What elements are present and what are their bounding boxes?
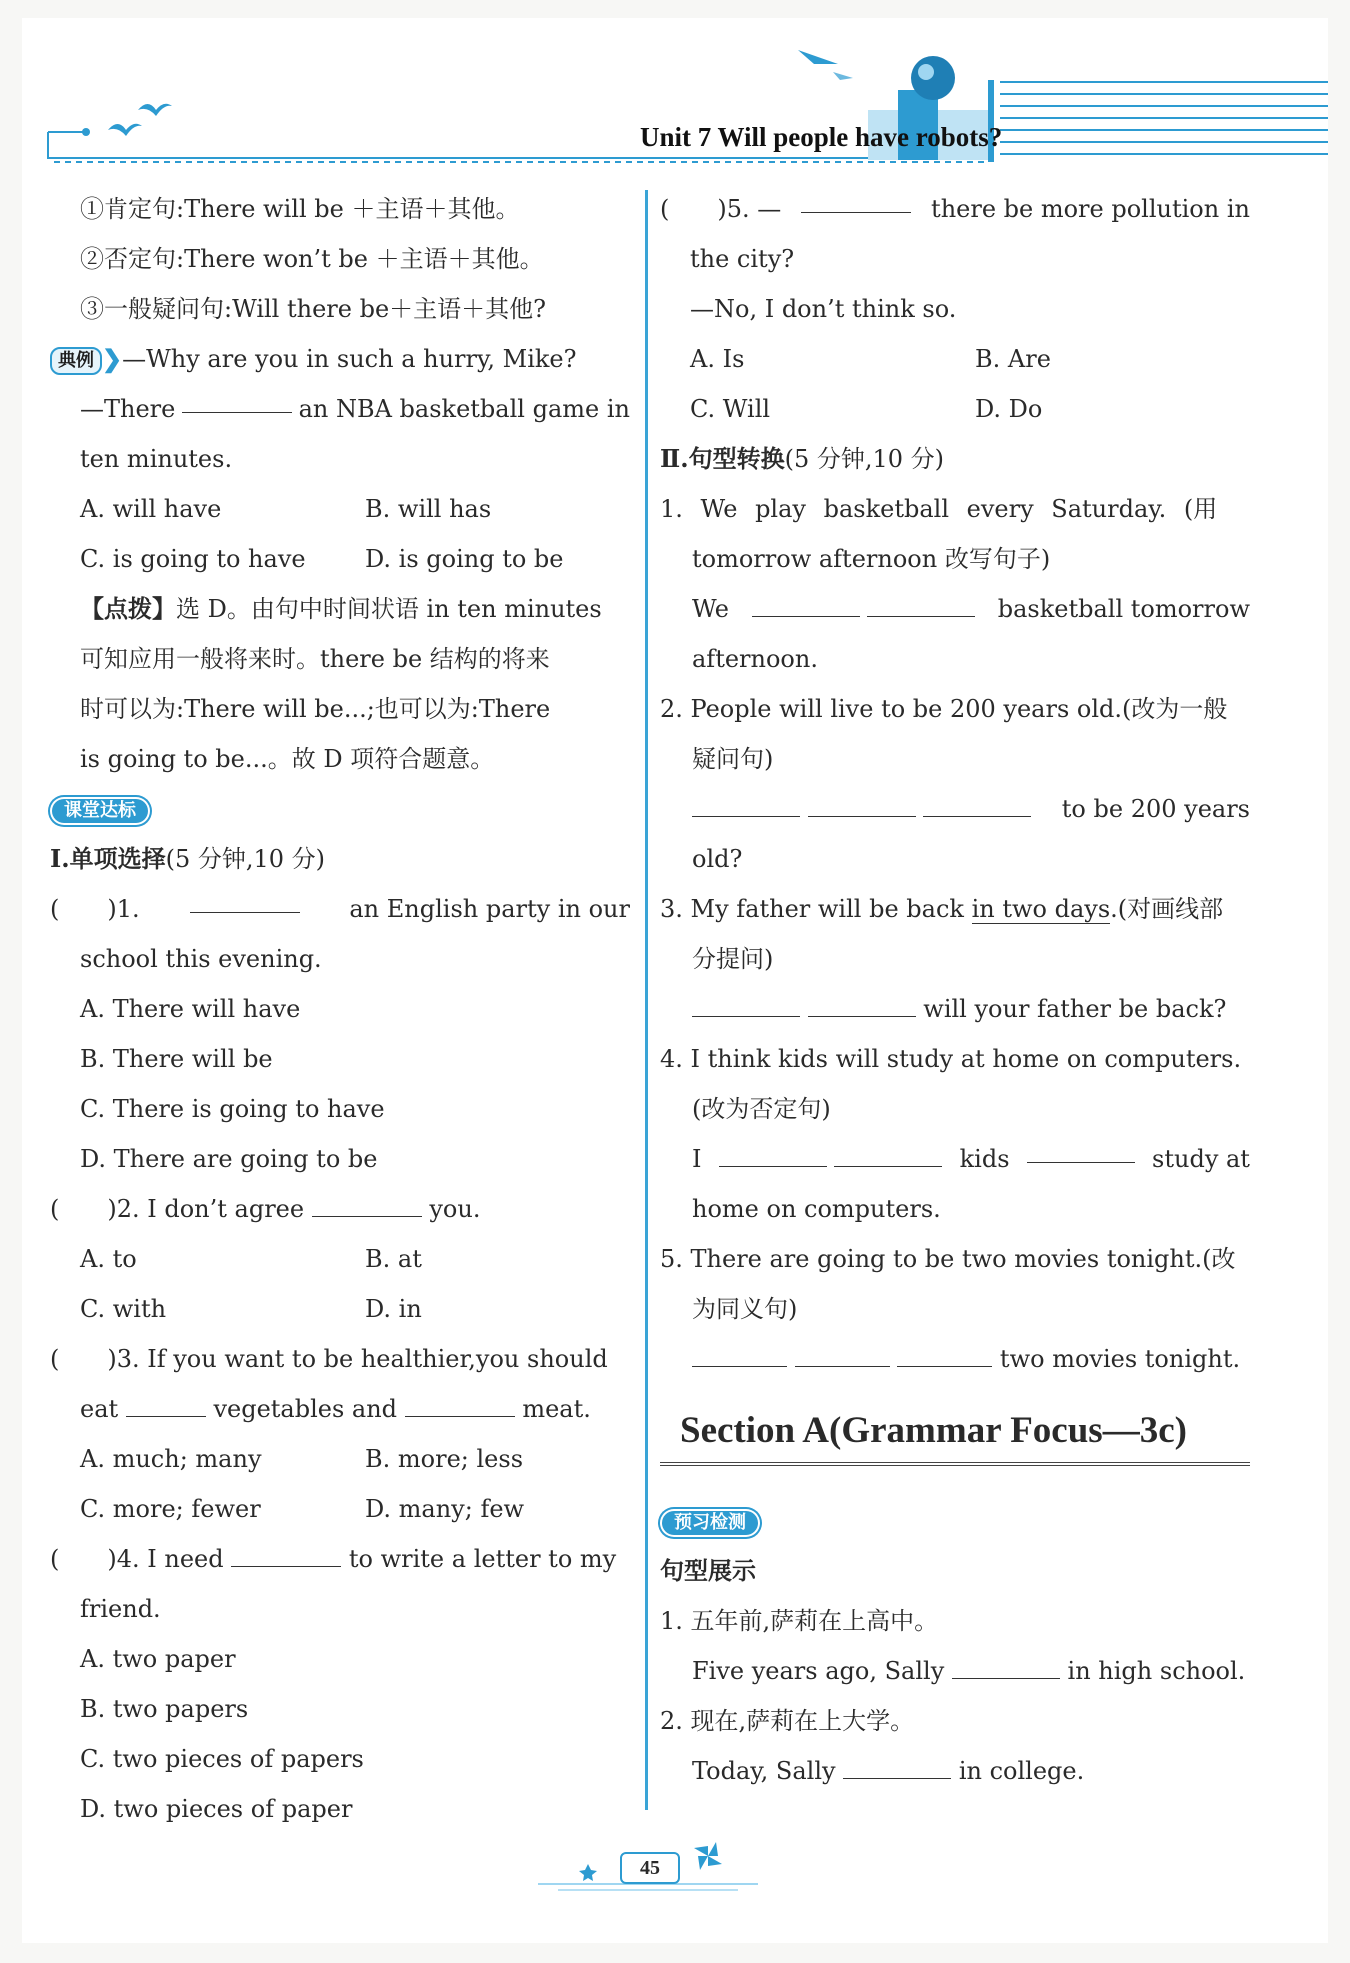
answer-blank[interactable] <box>692 788 800 817</box>
paper-plane-icon <box>798 50 853 80</box>
transform-2: 2. People will live to be 200 years old.(改为一般 <box>660 695 1228 723</box>
transform-4: 4. I think kids will study at home on computers. <box>660 1045 1242 1073</box>
pattern-1: 1. 五年前,萨莉在上高中。 <box>660 1607 939 1635</box>
question-1-option-b: B. There will be <box>80 1045 273 1073</box>
transform-5: 5. There are going to be two movies tonight.(改 <box>660 1245 1236 1273</box>
example-answer: —There an NBA basketball game in <box>50 384 630 434</box>
answer-blank[interactable] <box>808 788 916 817</box>
question-2-options-cd: C. with D. in <box>80 1295 422 1323</box>
tip-line-3: 时可以为:There will be...;也可以为:There <box>80 695 551 723</box>
star-icon <box>579 1864 597 1881</box>
answer-blank[interactable] <box>312 1188 422 1217</box>
question-4-end: friend. <box>80 1595 161 1623</box>
answer-blank[interactable] <box>843 1750 951 1779</box>
transform-3-answer: will your father be back? <box>660 984 1250 1034</box>
question-3-options-cd: C. more; fewer D. many; few <box>80 1495 525 1523</box>
section-2-heading: Ⅱ.句型转换(5 分钟,10 分) <box>660 444 945 473</box>
answer-blank[interactable] <box>126 1388 206 1417</box>
transform-4-end: home on computers. <box>692 1195 941 1223</box>
answer-blank[interactable] <box>182 384 292 413</box>
question-4-option-a: A. two paper <box>80 1645 236 1673</box>
unit-title: Unit 7 Will people have robots? <box>640 122 1003 152</box>
answer-blank[interactable] <box>231 1538 341 1567</box>
answer-blank[interactable] <box>834 1138 942 1167</box>
chevron-right-icon: ❯ <box>102 344 123 373</box>
transform-2-note: 疑问句) <box>692 745 774 773</box>
answer-blank[interactable] <box>692 1338 787 1367</box>
preview-badge-row <box>660 1496 1250 1546</box>
answer-blank[interactable] <box>808 988 916 1017</box>
answer-blank[interactable] <box>692 988 800 1017</box>
answer-blank[interactable] <box>1027 1134 1135 1163</box>
pattern-2-answer: Today, Sally in college. <box>660 1746 1250 1796</box>
question-4-option-d: D. two pieces of paper <box>80 1795 353 1823</box>
question-5-options-ab: A. Is B. Are <box>690 345 1051 373</box>
example-answer-end: ten minutes. <box>80 445 233 473</box>
transform-4-note: (改为否定句) <box>692 1095 831 1123</box>
tip-line-2: 可知应用一般将来时。there be 结构的将来 <box>80 645 550 673</box>
question-4-option-c: C. two pieces of papers <box>80 1745 364 1773</box>
transform-1-answer: We basketball tomorrow <box>660 584 1250 634</box>
transform-3-note: 分提问) <box>692 945 774 973</box>
answer-blank[interactable] <box>795 1338 890 1367</box>
transform-4-answer: I kids study at <box>660 1134 1250 1184</box>
question-1-option-a: A. There will have <box>80 995 301 1023</box>
tip-line-4: is going to be...。故 D 项符合题意。 <box>80 745 495 773</box>
question-5-options-cd: C. Will D. Do <box>690 395 1043 423</box>
rule-positive: ①肯定句:There will be ＋主语＋其他。 <box>80 195 520 223</box>
question-2: ( )2. I don’t agree you. <box>50 1184 630 1234</box>
right-column <box>660 184 1250 1796</box>
pattern-1-answer: Five years ago, Sally in high school. <box>660 1646 1250 1696</box>
tip-label: 【点拨】 <box>80 594 176 623</box>
question-3: ( )3. If you want to be healthier,you should <box>50 1345 608 1373</box>
question-1-end: school this evening. <box>80 945 322 973</box>
answer-blank[interactable] <box>923 788 1031 817</box>
question-5: ( )5. — there be more pollution in <box>660 184 1250 234</box>
answer-blank[interactable] <box>405 1388 515 1417</box>
transform-5-answer: two movies tonight. <box>660 1334 1250 1384</box>
rule-negative: ②否定句:There won’t be ＋主语＋其他。 <box>80 245 544 273</box>
answer-blank[interactable] <box>952 1650 1060 1679</box>
answer-blank[interactable] <box>867 588 975 617</box>
pattern-2: 2. 现在,萨莉在上大学。 <box>660 1707 915 1735</box>
example-badge: 典例 <box>50 347 102 375</box>
class-badge: 课堂达标 <box>50 797 150 825</box>
transform-2-end: old? <box>692 845 743 873</box>
example-options-ab: A. will have B. will has <box>80 495 492 523</box>
question-2-options-ab: A. to B. at <box>80 1245 422 1273</box>
transform-5-note: 为同义句) <box>692 1295 798 1323</box>
question-1: ( )1. an English party in our <box>50 884 630 934</box>
question-5-reply: —No, I don’t think so. <box>690 295 957 323</box>
answer-blank[interactable] <box>897 1338 992 1367</box>
pattern-title: 句型展示 <box>660 1556 756 1585</box>
question-4-option-b: B. two papers <box>80 1695 249 1723</box>
transform-1-note: tomorrow afternoon 改写句子) <box>692 545 1051 573</box>
underlined-phrase: in two days <box>971 895 1111 923</box>
section-title: Section A(Grammar Focus—3c) <box>660 1400 1250 1466</box>
answer-blank[interactable] <box>801 184 911 213</box>
example-options-cd: C. is going to have D. is going to be <box>80 545 564 573</box>
birds-icon <box>108 104 172 136</box>
transform-3: 3. My father will be back in two days.(对画线部 <box>660 895 1224 923</box>
tip-line-1: 【点拨】选 D。由句中时间状语 in ten minutes <box>80 594 602 623</box>
question-4: ( )4. I need to write a letter to my <box>50 1534 630 1584</box>
rule-question: ③一般疑问句:Will there be＋主语＋其他? <box>80 295 547 323</box>
section-1-heading: Ⅰ.单项选择(5 分钟,10 分) <box>50 844 326 873</box>
question-5-end: the city? <box>690 245 795 273</box>
question-3-blanks: eat vegetables and meat. <box>50 1384 630 1434</box>
left-column <box>50 184 630 1834</box>
question-1-option-d: D. There are going to be <box>80 1145 378 1173</box>
question-3-options-ab: A. much; many B. more; less <box>80 1445 524 1473</box>
answer-blank[interactable] <box>190 884 300 913</box>
preview-badge: 预习检测 <box>660 1509 760 1537</box>
pinwheel-icon <box>694 1842 722 1870</box>
answer-blank[interactable] <box>752 588 860 617</box>
transform-1-end: afternoon. <box>692 645 818 673</box>
header-stripes <box>1000 82 1328 154</box>
example-question: 典例 ❯—Why are you in such a hurry, Mike? <box>50 334 630 384</box>
transform-1: 1. We play basketball every Saturday. (用 <box>660 495 1218 523</box>
class-badge-row <box>50 784 630 834</box>
answer-blank[interactable] <box>719 1138 827 1167</box>
page-number: 45 <box>620 1852 680 1884</box>
transform-2-answer: to be 200 years <box>660 784 1250 834</box>
question-1-option-c: C. There is going to have <box>80 1095 385 1123</box>
column-divider <box>645 190 648 1810</box>
